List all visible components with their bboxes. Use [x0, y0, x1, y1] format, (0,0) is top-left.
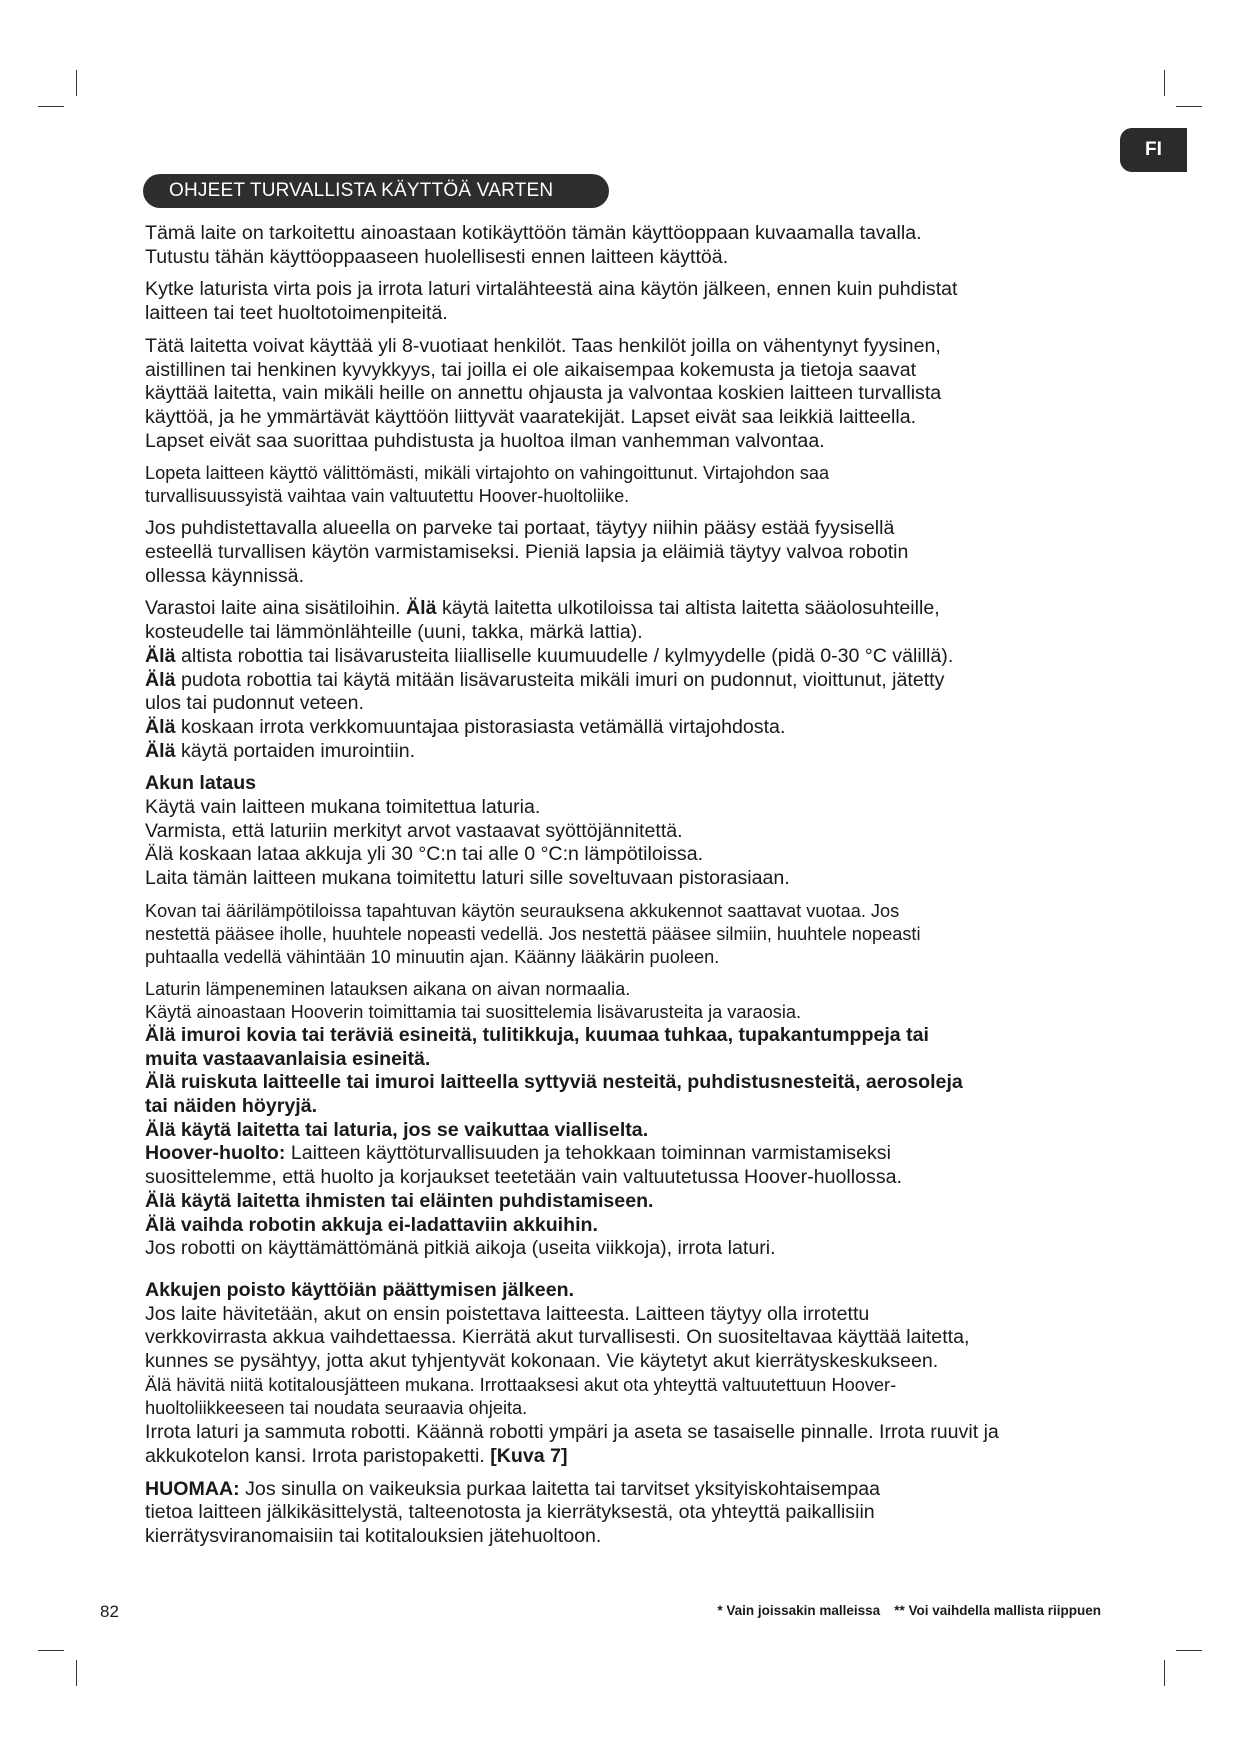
text-line: Käytä ainoastaan Hooverin toimittamia tai suosittelemia lisävarusteita ja varaosia. — [145, 1001, 802, 1022]
service-label: Hoover-huolto: — [145, 1142, 286, 1165]
text-line: Älä käytä laitetta tai laturia, jos se vaikuttaa vialliselta. — [145, 1118, 649, 1141]
text-line: Käytä vain laitteen mukana toimitettua laturia. — [145, 796, 541, 819]
text-line: Älä ruiskuta laitteelle tai imuroi laitteella syttyviä nesteitä, puhdistusnesteitä, aerosoleja — [145, 1071, 963, 1094]
text-segment: Jos sinulla on vaikeuksia purkaa laitetta tai tarvitset yksityiskohtaisempaa — [239, 1477, 881, 1500]
paragraph-warnings — [145, 978, 1105, 1261]
paragraph-intended-use — [145, 222, 1105, 269]
crop-mark-br-v — [1164, 1660, 1165, 1686]
paragraph-users — [145, 335, 1105, 454]
crop-mark-bl-h — [38, 1650, 64, 1651]
text-line — [145, 1478, 1105, 1502]
text-line: Jos laite hävitetään, akut on ensin poistettava laitteesta. Laitteen täytyy olla irrotettu — [145, 1302, 870, 1325]
text-line: kierrätysviranomaisiin tai kotitalouksien jätehuoltoon. — [145, 1524, 602, 1547]
document-body — [145, 222, 1105, 1558]
paragraph-note — [145, 1478, 1105, 1549]
crop-mark-bl-v — [76, 1660, 77, 1686]
crop-mark-br-h — [1176, 1650, 1202, 1651]
footnote-models: * Vain joissakin malleissa — [717, 1603, 881, 1618]
text-line — [145, 1445, 1105, 1469]
text-line: käyttöä, ja he ymmärtävät käyttöön liittyvät vaaratekijät. Lapset eivät saa leikkiä laitteella. — [145, 405, 917, 428]
text-line: kosteudelle tai lämmönlähteille (uuni, takka, märkä lattia). — [145, 621, 643, 644]
text-line: Tutustu tähän käyttöoppaaseen huolellisesti ennen laitteen käyttöä. — [145, 245, 729, 268]
text-segment: koskaan irrota verkkomuuntajaa pistorasiasta vetämällä virtajohdosta. — [175, 715, 786, 738]
text-line: tietoa laitteen jälkikäsittelystä, talteenotosta ja kierrätyksestä, ota yhteyttä paikallisiin — [145, 1501, 875, 1524]
text-line: Älä hävitä niitä kotitalousjätteen mukana. Irrottaaksesi akut ota yhteyttä valtuutettuun Hoover- — [145, 1374, 897, 1395]
text-line: verkkovirrasta akkua vaihdettaessa. Kierrätä akut turvallisesti. On suositeltavaa käyttää laitetta, — [145, 1326, 970, 1349]
text-line — [145, 1142, 1105, 1166]
text-line: Laita tämän laitteen mukana toimitettu laturi sille soveltuvaan pistorasiaan. — [145, 867, 790, 890]
text-segment: Varastoi laite aina sisätiloihin. — [145, 597, 407, 620]
crop-mark-tr-v — [1164, 70, 1165, 96]
paragraph-stairs — [145, 517, 1105, 588]
page-number: 82 — [100, 1602, 119, 1621]
figure-reference: [Kuva 7] — [490, 1444, 568, 1467]
paragraph-storage — [145, 597, 1105, 763]
text-line: Lopeta laitteen käyttö välittömästi, mikäli virtajohto on vahingoittunut. Virtajohdon saa — [145, 463, 830, 484]
footnote-variation: ** Voi vaihdella mallista riippuen — [894, 1603, 1101, 1618]
section-title: OHJEET TURVALLISTA KÄYTTÖÄ VARTEN — [143, 174, 609, 208]
section-charging — [145, 772, 1105, 891]
text-segment: pudota robottia tai käytä mitään lisävarusteita mikäli imuri on pudonnut, vioittunut, jätetty — [175, 668, 945, 691]
text-line: Älä koskaan lataa akkuja yli 30 °C:n tai alle 0 °C:n lämpötiloissa. — [145, 843, 704, 866]
warning-word: Älä — [145, 739, 176, 762]
paragraph-battery-leak — [145, 900, 1105, 969]
paragraph-disconnect — [145, 278, 1105, 325]
text-line: Varmista, että laturiin merkityt arvot vastaavat syöttöjännitettä. — [145, 819, 683, 842]
text-line: Kytke laturista virta pois ja irrota laturi virtalähteestä aina käytön jälkeen, ennen kuin puhdistat — [145, 278, 958, 301]
text-line: Jos puhdistettavalla alueella on parveke tai portaat, täytyy niihin pääsy estää fyysisellä — [145, 517, 895, 540]
warning-word: Älä — [406, 597, 437, 620]
text-line: Laturin lämpeneminen latauksen aikana on aivan normaalia. — [145, 978, 631, 999]
text-line — [145, 669, 1105, 693]
warning-word: Älä — [145, 715, 176, 738]
text-line: laitteen tai teet huoltotoimenpiteitä. — [145, 302, 448, 325]
text-segment: käytä portaiden imurointiin. — [175, 739, 416, 762]
text-line: suosittelemme, että huolto ja korjaukset teetetään vain valtuutetussa Hoover-huollossa. — [145, 1166, 902, 1189]
text-line: turvallisuussyistä vaihtaa vain valtuutettu Hoover-huoltoliike. — [145, 486, 630, 507]
text-segment: käytä laitetta ulkotiloissa tai altista laitetta sääolosuhteille, — [436, 597, 940, 620]
text-line: Tämä laite on tarkoitettu ainoastaan kotikäyttöön tämän käyttöoppaan kuvaamalla tavalla. — [145, 222, 922, 244]
text-line: aistillinen tai henkinen kyvykkyys, tai joilla ei ole aikaisempaa kokemusta ja tietoja saavat — [145, 358, 917, 381]
text-line: Kovan tai äärilämpötiloissa tapahtuvan käytön seurauksena akkukennot saattavat vuotaa. Jos — [145, 900, 900, 921]
text-line: huoltoliikkeeseen tai noudata seuraavia ohjeita. — [145, 1398, 528, 1419]
warning-word: Älä — [145, 644, 176, 667]
text-line: puhtaalla vedellä vähintään 10 minuutin ajan. Käänny lääkärin puoleen. — [145, 946, 720, 967]
disposal-heading: Akkujen poisto käyttöiän päättymisen jälkeen. — [145, 1278, 575, 1301]
text-line — [145, 645, 1105, 669]
warning-word: Älä — [145, 668, 176, 691]
text-segment: Laitteen käyttöturvallisuuden ja tehokkaan toiminnan varmistamiseksi — [285, 1142, 891, 1165]
charging-heading: Akun lataus — [145, 772, 257, 795]
section-battery-disposal — [145, 1279, 1105, 1469]
text-line: Älä vaihda robotin akkuja ei-ladattaviin akkuihin. — [145, 1213, 598, 1236]
text-line: ulos tai pudonnut veteen. — [145, 692, 364, 715]
spacer — [145, 1261, 1105, 1279]
text-line: kunnes se pysähtyy, jotta akut tyhjentyvät kokonaan. Vie käytetyt akut kierrätyskeskukseen. — [145, 1350, 939, 1373]
text-line: ollessa käynnissä. — [145, 564, 305, 587]
text-line: käyttää laitetta, vain mikäli heille on annettu ohjausta ja valvontaa koskien laitteen turvallista — [145, 382, 942, 405]
text-segment: akkukotelon kansi. Irrota paristopaketti. — [145, 1444, 491, 1467]
text-line: tai näiden höyryjä. — [145, 1094, 318, 1117]
text-line: Irrota laturi ja sammuta robotti. Käännä robotti ympäri ja aseta se tasaiselle pinnalle. Irrota ruuvit ja — [145, 1421, 999, 1444]
language-tab: FI — [1120, 128, 1187, 172]
text-line — [145, 740, 1105, 764]
text-line: Älä imuroi kovia tai teräviä esineitä, tulitikkuja, kuumaa tuhkaa, tupakantumppeja tai — [145, 1023, 929, 1046]
text-line — [145, 716, 1105, 740]
text-line: Lapset eivät saa suorittaa puhdistusta ja huoltoa ilman vanhemman valvontaa. — [145, 429, 825, 452]
crop-mark-tl-v — [76, 70, 77, 96]
text-line: Tätä laitetta voivat käyttää yli 8-vuotiaat henkilöt. Taas henkilöt joilla on vähentynyt fyysinen, — [145, 334, 941, 357]
text-segment: altista robottia tai lisävarusteita liialliselle kuumuudelle / kylmyydelle (pidä 0-30 °C välillä). — [175, 644, 954, 667]
footnotes — [717, 1603, 1101, 1618]
text-line: Älä käytä laitetta ihmisten tai eläinten puhdistamiseen. — [145, 1189, 654, 1212]
text-line: esteellä turvallisen käytön varmistamiseksi. Pieniä lapsia ja eläimiä täytyy valvoa robotin — [145, 541, 909, 564]
paragraph-power-cord — [145, 462, 1105, 508]
text-line — [145, 597, 1105, 621]
text-line: nestettä pääsee iholle, huuhtele nopeasti vedellä. Jos nestettä pääsee silmiin, huuhtele nopeasti — [145, 923, 921, 944]
text-line: Jos robotti on käyttämättömänä pitkiä aikoja (useita viikkoja), irrota laturi. — [145, 1237, 776, 1260]
crop-mark-tl-h — [38, 106, 64, 107]
note-label: HUOMAA: — [145, 1477, 240, 1500]
text-line: muita vastaavanlaisia esineitä. — [145, 1047, 431, 1070]
crop-mark-tr-h — [1176, 106, 1202, 107]
